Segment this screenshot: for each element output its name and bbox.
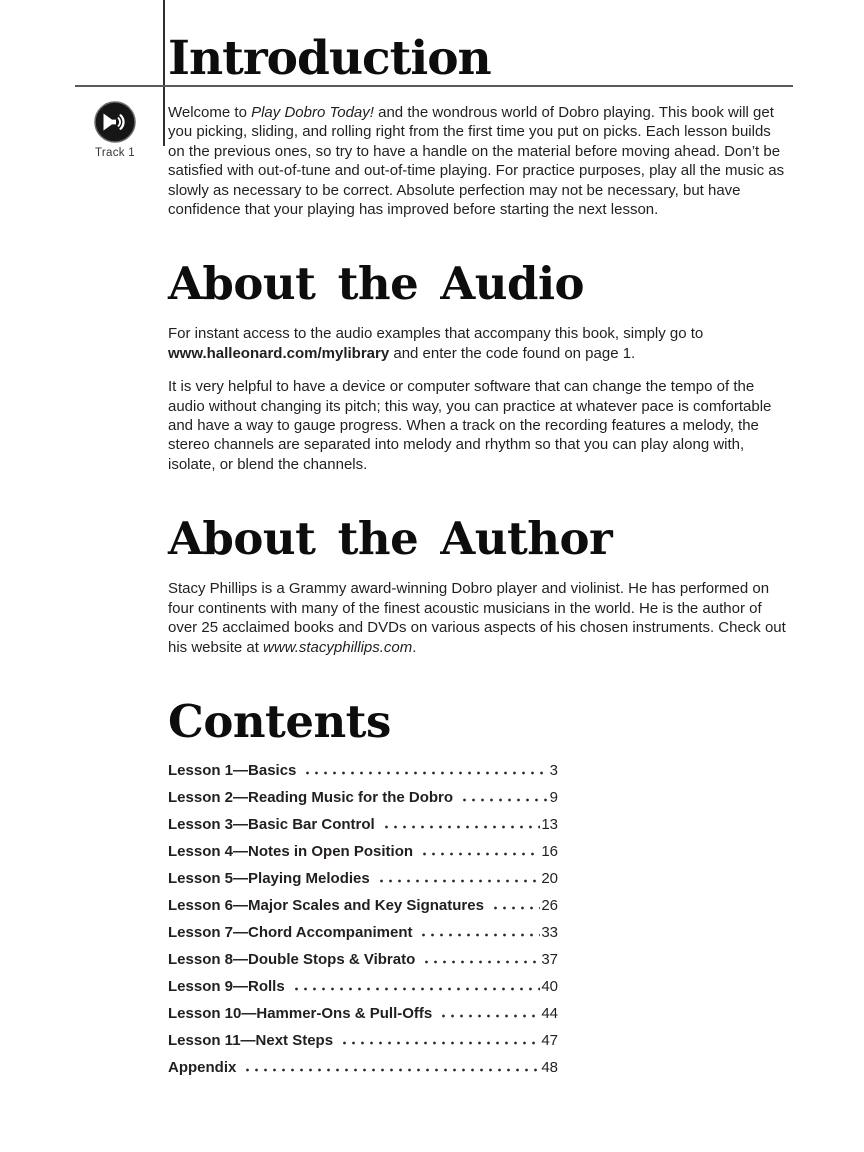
toc-label: Lesson 5—Playing Melodies xyxy=(168,869,370,887)
toc-entry-lesson-3 xyxy=(168,816,558,843)
toc-page-number: 44 xyxy=(541,1004,558,1022)
toc-entry-lesson-11 xyxy=(168,1032,558,1059)
author-text: . xyxy=(412,638,417,656)
track-badge xyxy=(90,100,140,159)
toc-label: Lesson 4—Notes in Open Position xyxy=(168,842,414,860)
dot-leader xyxy=(301,771,548,775)
toc-page-number: 3 xyxy=(549,761,558,779)
toc-entry-lesson-10 xyxy=(168,1005,558,1032)
toc-page-number: 40 xyxy=(541,977,558,995)
track-label: Track 1 xyxy=(94,147,135,159)
toc-label: Lesson 2—Reading Music for the Dobro xyxy=(168,788,454,806)
toc-label: Appendix xyxy=(168,1058,237,1076)
dot-leader xyxy=(418,852,540,856)
audio-paragraph-2: It is very helpful to have a device or computer software that can change the tempo of the audio without changing its pitch; this way, you can practice at whatever pace is comfortable and have a way to gauge progress. When a track on the recording features a melody, the stereo channels are separated into melody and rhythm so that you can play along with, isolate, or blend the channels. xyxy=(168,378,772,473)
dot-leader xyxy=(489,906,540,910)
toc-page-number: 47 xyxy=(541,1031,558,1049)
page-title: Introduction xyxy=(168,31,491,86)
margin-rule-vertical xyxy=(163,0,165,146)
toc-entry-lesson-8 xyxy=(168,951,558,978)
audio-paragraph-1 xyxy=(168,324,788,363)
toc-page-number: 13 xyxy=(541,815,558,833)
toc-page-number: 16 xyxy=(541,842,558,860)
intro-text: and the wondrous world of Dobro playing. This book will get you picking, sliding, and rolling right from the first time you put on picks. Each lesson builds on the previous ones, so try to have a handle on the material before moving ahead. Don’t be satisfied with out-of-tune and out-of-time playing. For practice purposes, play all the music as slowly as necessary to be correct. Absolute perfection may not be necessary, but have confidence that your playing has improved before starting the next lesson. xyxy=(168,104,785,219)
toc-page-number: 33 xyxy=(541,923,558,941)
dot-leader xyxy=(338,1041,540,1045)
dot-leader xyxy=(437,1014,540,1018)
speaker-icon xyxy=(93,100,137,144)
intro-text: Welcome to xyxy=(168,104,252,121)
library-url: www.halleonard.com/mylibrary xyxy=(168,344,390,362)
toc-label: Lesson 9—Rolls xyxy=(168,977,285,995)
toc-entry-lesson-5 xyxy=(168,870,558,897)
toc-label: Lesson 11—Next Steps xyxy=(168,1031,334,1049)
toc-entry-lesson-6 xyxy=(168,897,558,924)
dot-leader xyxy=(290,987,541,991)
book-title-italic: Play Dobro Today! xyxy=(251,104,374,121)
toc-page-number: 9 xyxy=(549,788,558,806)
main-column xyxy=(168,0,788,1086)
dot-leader xyxy=(417,933,540,937)
dot-leader xyxy=(380,825,541,829)
toc-page-number: 48 xyxy=(541,1058,558,1076)
toc-entry-lesson-1 xyxy=(168,762,558,789)
toc-label: Lesson 6—Major Scales and Key Signatures xyxy=(168,896,484,914)
toc-label: Lesson 3—Basic Bar Control xyxy=(168,815,375,833)
audio-text: For instant access to the audio examples that accompany this book, simply go to xyxy=(168,325,704,343)
section-heading-author: About the Author xyxy=(168,512,613,566)
toc-page-number: 20 xyxy=(541,869,558,887)
toc-entry-lesson-4 xyxy=(168,843,558,870)
toc-entry-lesson-2 xyxy=(168,789,558,816)
toc-label: Lesson 8—Double Stops & Vibrato xyxy=(168,950,416,968)
toc-entry-lesson-9 xyxy=(168,978,558,1005)
table-of-contents xyxy=(168,762,558,1086)
section-heading-contents: Contents xyxy=(168,694,391,748)
toc-entry-appendix xyxy=(168,1059,558,1086)
dot-leader xyxy=(458,798,549,802)
toc-page-number: 37 xyxy=(541,950,558,968)
intro-paragraph xyxy=(168,103,788,219)
toc-label: Lesson 10—Hammer-Ons & Pull-Offs xyxy=(168,1004,433,1022)
author-text: Stacy Phillips is a Grammy award-winning Dobro player and violinist. He has performed on four continents with many of the finest acoustic musicians in the world. He is the author of over 25 acclaimed books and DVDs on various aspects of his chosen instruments. Check out his website at xyxy=(168,580,786,656)
author-website-italic: www.stacyphillips.com xyxy=(263,638,413,656)
dot-leader xyxy=(241,1068,540,1072)
author-paragraph xyxy=(168,579,788,657)
audio-text: and enter the code found on page 1. xyxy=(389,344,636,362)
toc-label: Lesson 7—Chord Accompaniment xyxy=(168,923,413,941)
toc-label: Lesson 1—Basics xyxy=(168,761,297,779)
toc-entry-lesson-7 xyxy=(168,924,558,951)
dot-leader xyxy=(375,879,541,883)
toc-page-number: 26 xyxy=(541,896,558,914)
dot-leader xyxy=(420,960,540,964)
section-heading-audio: About the Audio xyxy=(168,257,585,311)
